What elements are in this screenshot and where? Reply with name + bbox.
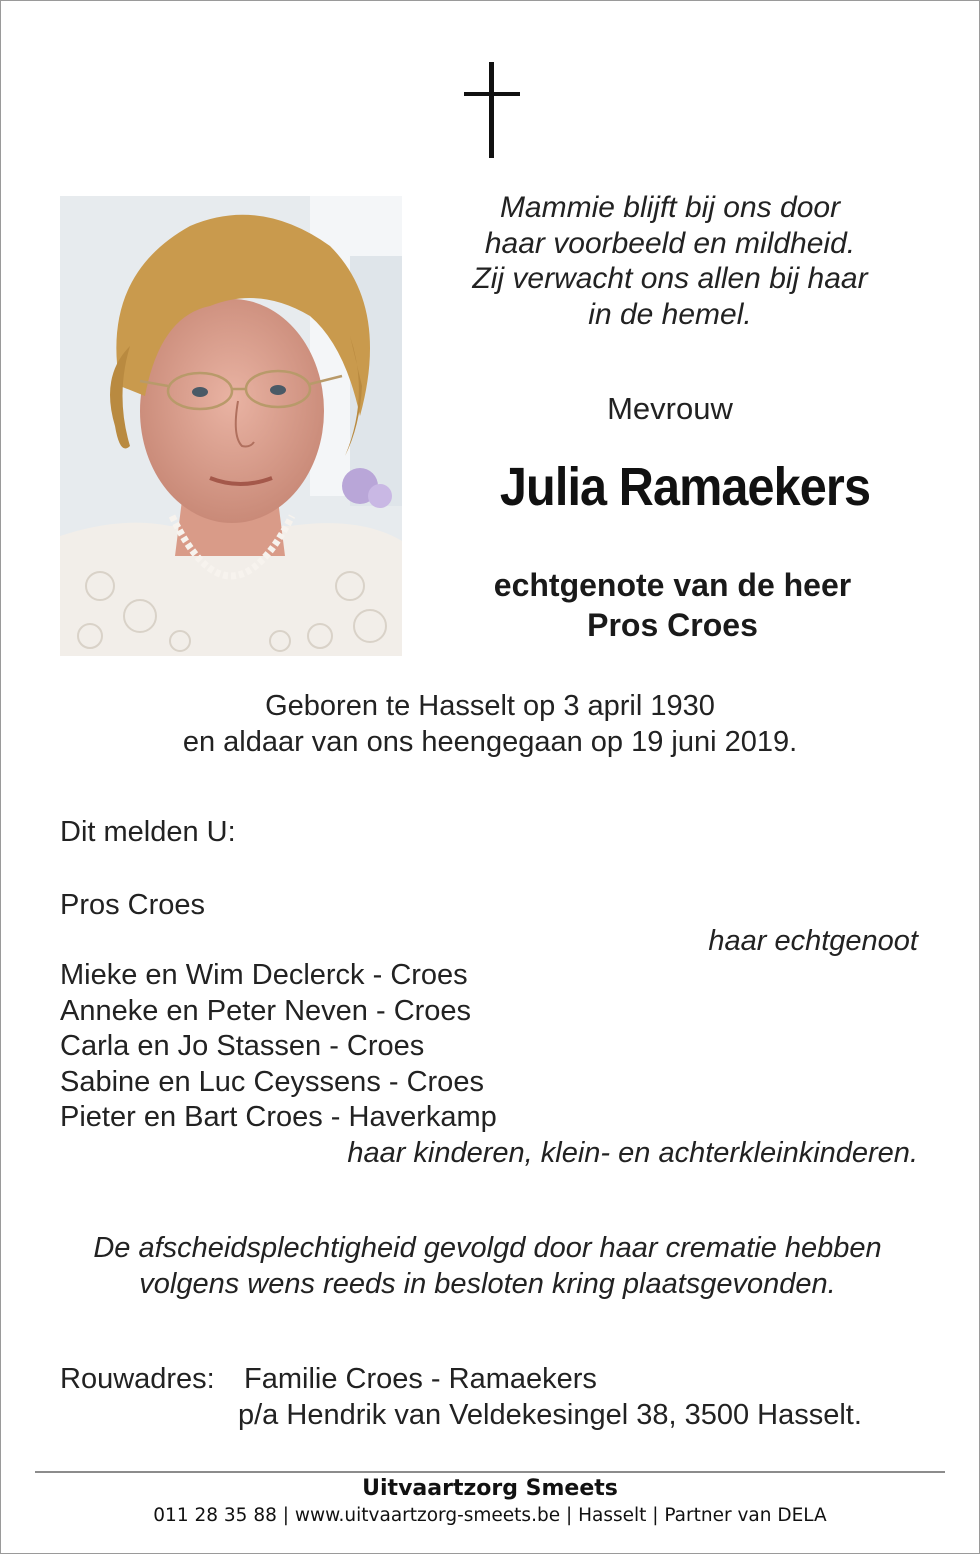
closing-line: De afscheidsplechtigheid gevolgd door haar crematie hebben [93, 1232, 882, 1264]
closing-note [40, 1231, 935, 1302]
poem-line: Zij verwacht ons allen bij haar [472, 262, 868, 295]
death-line: en aldaar van ons heengegaan op 19 juni 2019. [182, 726, 798, 758]
poem-line: Mammie blijft bij ons door [499, 191, 841, 224]
salutation: Mevrouw [607, 391, 733, 426]
funeral-home-name: Uitvaartzorg Smeets [362, 1476, 618, 1501]
list-item: Mieke en Wim Declerck - Croes [60, 959, 468, 991]
children-list [60, 958, 918, 1171]
footer-divider [35, 1471, 945, 1473]
life-dates [40, 688, 940, 760]
spouse-name: Pros Croes [587, 607, 758, 643]
birth-line: Geboren te Hasselt op 3 april 1930 [265, 690, 715, 722]
children-role: haar kinderen, klein- en achterkleinkinderen. [347, 1136, 918, 1169]
list-item: Sabine en Luc Ceyssens - Croes [60, 1065, 484, 1098]
list-item: Carla en Jo Stassen - Croes [60, 1030, 425, 1062]
mourning-address [60, 1361, 862, 1433]
list-item: Anneke en Peter Neven - Croes [60, 994, 472, 1027]
deceased-name: Julia Ramaekers [499, 457, 871, 517]
poem-line: in de hemel. [588, 297, 752, 331]
spouse-entry [60, 888, 918, 959]
relation-text: echtgenote van de heer [493, 567, 852, 603]
spouse-relation [440, 565, 905, 645]
announcement: Dit melden U: [60, 816, 236, 848]
cross-icon [460, 62, 524, 158]
spouse-entry-name: Pros Croes [60, 889, 206, 921]
memorial-poem [440, 190, 900, 332]
funeral-home-contact: 011 28 35 88 | www.uitvaartzorg-smeets.be | Hasselt | Partner van DELA [153, 1505, 827, 1526]
address-line-2: p/a Hendrik van Veldekesingel 38, 3500 Hasselt. [238, 1399, 862, 1431]
poem-line: haar voorbeeld en mildheid. [484, 226, 856, 260]
list-item: Pieter en Bart Croes - Haverkamp [60, 1101, 497, 1133]
address-label: Rouwadres: [60, 1363, 215, 1395]
portrait-photo [60, 196, 402, 656]
closing-line: volgens wens reeds in besloten kring plaatsgevonden. [139, 1267, 836, 1300]
spouse-role: haar echtgenoot [708, 924, 918, 957]
address-line-1: Familie Croes - Ramaekers [244, 1363, 597, 1395]
